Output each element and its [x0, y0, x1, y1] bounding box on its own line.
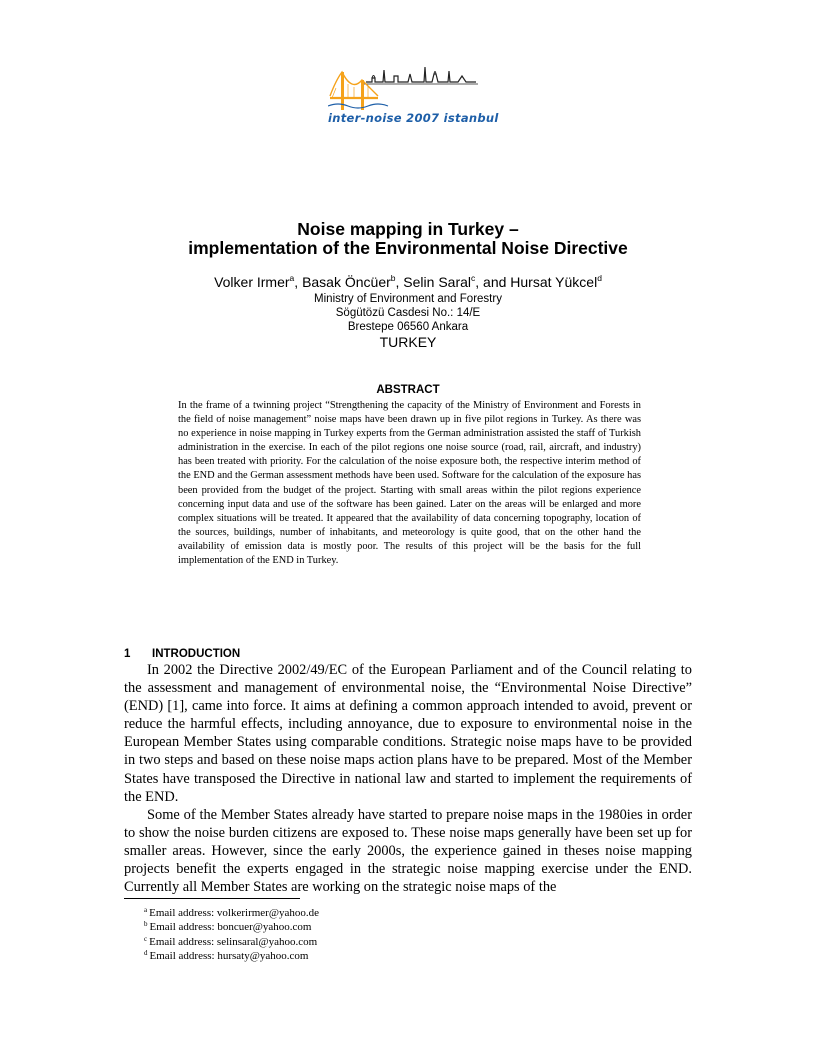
logo-text: inter-noise 2007 istanbul: [328, 111, 499, 125]
abstract-heading: ABSTRACT: [376, 384, 440, 396]
footnote-text: Email address: volkerirmer@yahoo.de: [149, 907, 319, 919]
author-list: [0, 273, 816, 291]
footnote-divider: [124, 898, 300, 899]
footnote: [144, 935, 319, 949]
author-name: Basak Öncüer: [302, 274, 391, 290]
affiliation-line1: Ministry of Environment and Forestry: [314, 293, 502, 305]
author-sep: , and: [475, 274, 511, 290]
author-name: Hursat Yükcel: [510, 274, 598, 290]
abstract-text: In the frame of a twinning project “Strengthening the capacity of the Ministry of Environment and Forests in the field of noise management” noise maps have been drawn up in five pilot regions in Turkey. As there was no experience in noise mapping in Turkey experts from the German administration assisted the staff of Turkish administration in the exercise. In each of the pilot regions one noise source (road, rail, aircraft, and industry) has been treated with priority. For the calculation of the noise exposure both, the respective interim method of the END and the German assessment methods have been used. Software for the calculation of the exposure has been provided from the budget of the project. Starting with small areas within the pilot regions experience concerning input data and use of the software has been gained. Later on the areas will be enlarged and more complex situations will be treated. It appeared that the availability of data concerning topography, location of the sources, buildings, number of inhabitants, and meteorology is quite good, that on the other hand the availability of emission data is mostly poor. The results of this project will be the basis for the full implementation of the END in Turkey.: [178, 400, 641, 567]
section-title: INTRODUCTION: [152, 648, 241, 660]
footnote-text: Email address: selinsaral@yahoo.com: [149, 935, 318, 948]
conference-logo: [328, 62, 499, 130]
affiliation-line3: Brestepe 06560 Ankara: [347, 321, 469, 333]
author-name: Volker Irmer: [214, 274, 290, 290]
section-heading: [124, 647, 240, 661]
author-sep: ,: [395, 274, 404, 290]
author-mark: d: [597, 273, 602, 283]
author-mark: c: [471, 273, 476, 283]
footnote-mark: c: [144, 934, 148, 943]
bridge-skyline-icon: [328, 62, 488, 112]
author-mark: b: [390, 273, 396, 283]
affiliation-country: TURKEY: [379, 334, 437, 350]
body-paragraph: Some of the Member States already have started to prepare noise maps in the 1980ies in order to show the noise burden citizens are exposed to. These noise maps generally have been set up for smaller areas. However, since the early 2000s, the experience gained in theses noise mapping projects benefit the experts engaged in the strategic noise mapping exercise under the END. Currently all Member States are working on the strategic noise maps of the: [124, 806, 692, 896]
author-name: Selin Saral: [403, 274, 471, 290]
footnote-mark: d: [144, 948, 148, 957]
footnote-text: Email address: boncuer@yahoo.com: [149, 921, 312, 934]
author-sep: ,: [294, 274, 303, 290]
footnote-mark: a: [144, 906, 148, 914]
paper-title-line1: Noise mapping in Turkey –: [297, 219, 519, 239]
footnote: [144, 906, 319, 920]
footnote-mark: b: [144, 920, 148, 929]
section-body: [124, 661, 692, 896]
section-number: 1: [124, 648, 131, 660]
body-paragraph: In 2002 the Directive 2002/49/EC of the European Parliament and of the Council relating to the assessment and management of environmental noise, the “Environmental Noise Directive” (END) [1], came into force. It aims at defining a common approach intended to avoid, prevent or reduce the harmful effects, including annoyance, due to exposure to environmental noise in the European Member States using comparable conditions. Strategic noise maps have to be provided in two steps and based on these noise maps action plans have to be prepared. Most of the Member States have transposed the Directive in national law and started to implement the requirements of the END.: [124, 662, 692, 805]
footnote: [144, 949, 319, 963]
author-mark: a: [289, 273, 295, 283]
footnote-text: Email address: hursaty@yahoo.com: [149, 949, 309, 962]
footnote: [144, 920, 319, 934]
paper-title-line2: implementation of the Environmental Noise Directive: [188, 238, 628, 258]
footnotes: [144, 906, 319, 963]
affiliation-line2: Sögütözü Casdesi No.: 14/E: [335, 307, 481, 319]
